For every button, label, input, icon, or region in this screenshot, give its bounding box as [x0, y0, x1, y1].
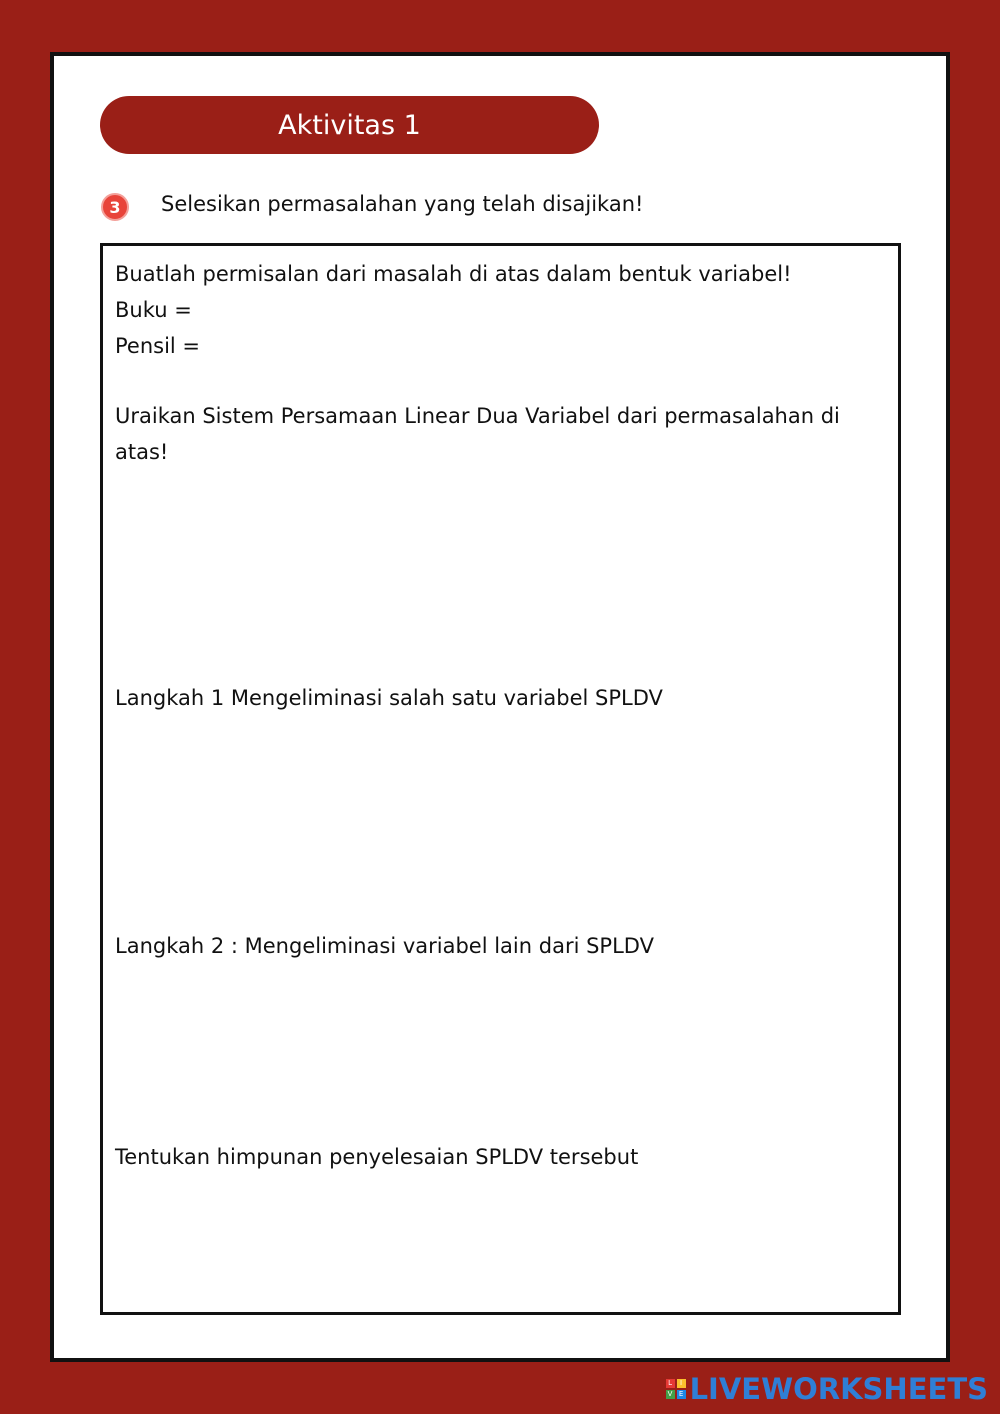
- liveworksheets-watermark: [666, 1372, 988, 1406]
- liveworksheets-logo-icon: L I V E: [666, 1379, 686, 1399]
- step-1-text: Langkah 1 Mengeliminasi salah satu variabel SPLDV: [115, 686, 663, 710]
- watermark-text: LIVEWORKSHEETS: [689, 1372, 988, 1406]
- answer-box[interactable]: [100, 243, 901, 1315]
- worksheet-page: [50, 52, 950, 1362]
- activity-title: Aktivitas 1: [100, 96, 599, 154]
- question-solution-set: Tentukan himpunan penyelesaian SPLDV tersebut: [115, 1145, 639, 1169]
- question-spldv: Uraikan Sistem Persamaan Linear Dua Variabel dari permasalahan di atas!: [115, 404, 840, 464]
- question-variables: Buatlah permisalan dari masalah di atas dalam bentuk variabel!: [115, 262, 792, 286]
- step-2-text: Langkah 2 : Mengeliminasi variabel lain dari SPLDV: [115, 934, 654, 958]
- step-number-icon: 3: [101, 193, 129, 221]
- step-instruction: Selesikan permasalahan yang telah disajikan!: [161, 192, 644, 216]
- label-buku: Buku =: [115, 298, 192, 322]
- label-pensil: Pensil =: [115, 334, 201, 358]
